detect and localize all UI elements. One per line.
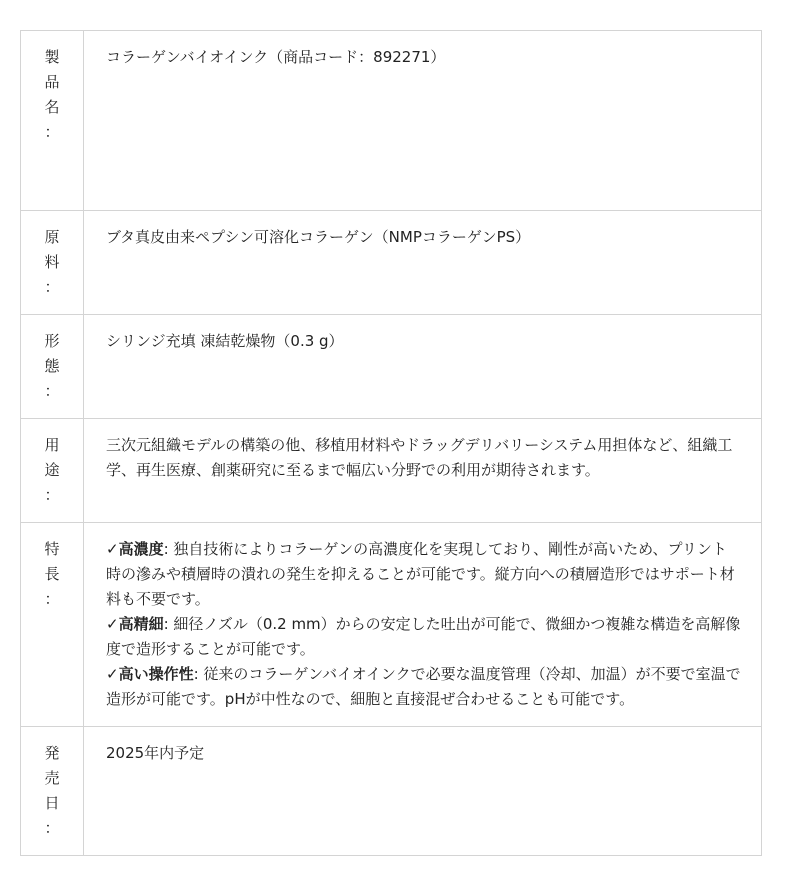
check-mark-icon: ✓ xyxy=(106,665,119,683)
label-char: ： xyxy=(44,819,60,837)
row-value-material: ブタ真皮由来ペプシン可溶化コラーゲン（NMPコラーゲンPS） xyxy=(84,211,762,315)
label-char: 特 xyxy=(44,540,60,558)
label-char: 発 xyxy=(44,744,60,762)
feature-text: : 細径ノズル（0.2 mm）からの安定した吐出が可能で、微細かつ複雑な構造を高解像度で造形することが可能です。 xyxy=(106,615,741,658)
row-value-release-date: 2025年内予定 xyxy=(84,727,762,856)
label-char: 日 xyxy=(44,794,60,812)
spec-row-material xyxy=(21,211,762,315)
check-mark-icon: ✓ xyxy=(106,540,119,558)
label-char: ： xyxy=(44,382,60,400)
feature-item xyxy=(106,662,741,712)
row-label-usage xyxy=(21,419,84,523)
row-label-form xyxy=(21,315,84,419)
label-char: 態 xyxy=(44,357,60,375)
label-char: 料 xyxy=(44,253,60,271)
label-char: 売 xyxy=(44,769,60,787)
spec-row-features xyxy=(21,523,762,727)
label-char: 原 xyxy=(44,228,60,246)
feature-text: : 独自技術によりコラーゲンの高濃度化を実現しており、剛性が高いため、プリント時の滲みや積層時の潰れの発生を抑えることが可能です。縦方向への積層造形ではサポート材料も不要です。 xyxy=(106,540,735,608)
spec-row-release-date xyxy=(21,727,762,856)
label-char: 形 xyxy=(44,332,60,350)
row-label-features xyxy=(21,523,84,727)
row-value-form: シリンジ充填 凍結乾燥物（0.3 g） xyxy=(84,315,762,419)
feature-text: : 従来のコラーゲンバイオインクで必要な温度管理（冷却、加温）が不要で室温で造形が可能です。pHが中性なので、細胞と直接混ぜ合わせることも可能です。 xyxy=(106,665,741,708)
label-char: ： xyxy=(44,278,60,296)
feature-title: 高精細 xyxy=(118,615,164,633)
check-mark-icon: ✓ xyxy=(106,615,119,633)
row-label-material xyxy=(21,211,84,315)
feature-title: 高濃度 xyxy=(118,540,164,558)
spec-row-usage xyxy=(21,419,762,523)
row-label-product-name xyxy=(21,31,84,211)
product-spec-table xyxy=(20,30,762,856)
label-char: 名 xyxy=(44,98,60,116)
label-char: 製 xyxy=(44,48,60,66)
label-char: ： xyxy=(44,123,60,141)
label-char: ： xyxy=(44,486,60,504)
feature-item xyxy=(106,612,741,662)
spec-row-product-name xyxy=(21,31,762,211)
spec-row-form xyxy=(21,315,762,419)
label-char: 用 xyxy=(44,436,60,454)
label-char: 長 xyxy=(44,565,60,583)
row-label-release-date xyxy=(21,727,84,856)
row-value-product-name: コラーゲンバイオインク（商品コード：892271） xyxy=(84,31,762,211)
row-value-features xyxy=(84,523,762,727)
feature-item xyxy=(106,537,741,612)
label-char: ： xyxy=(44,590,60,608)
row-value-usage: 三次元組織モデルの構築の他、移植用材料やドラッグデリバリーシステム用担体など、組織工学、再生医療、創薬研究に至るまで幅広い分野での利用が期待されます。 xyxy=(84,419,762,523)
label-char: 品 xyxy=(44,73,60,91)
feature-title: 高い操作性 xyxy=(118,665,194,683)
label-char: 途 xyxy=(44,461,60,479)
